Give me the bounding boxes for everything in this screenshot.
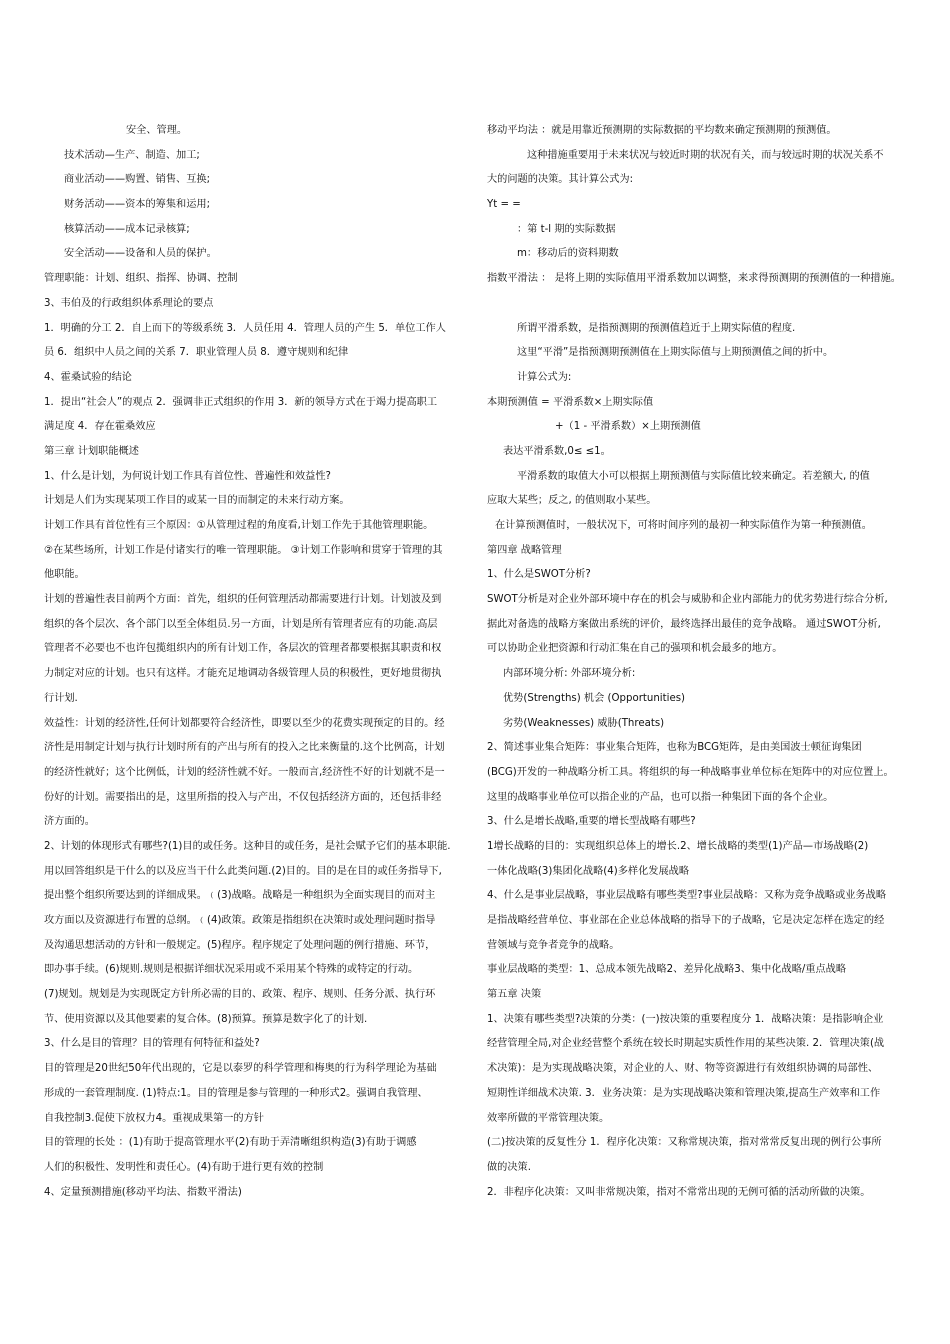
text-line: 管理者不必要也不也许包揽组织内的所有计划工作，各层次的管理者都要根据其职责和权 bbox=[44, 643, 442, 655]
text-line: 目的管理的长处 ：(1)有助于提高管理水平(2)有助于弄清晰组织构造(3)有助于调感 bbox=[44, 1137, 417, 1149]
text-line: 内部环境分析: 外部环境分析: bbox=[503, 668, 636, 680]
text-line: 计划的普遍性表目前两个方面：首先，组织的任何管理活动都需要进行计划。计划波及到 bbox=[44, 594, 442, 606]
text-line: 可以协助企业把资源和行动汇集在自己的强项和机会最多的地方。 bbox=[487, 643, 783, 655]
text-line: 1增长战略的目的：实现组织总体上的增长.2、增长战略的类型(1)产品—市场战略(2) bbox=[487, 840, 869, 852]
text-line: 4、霍桑试验的结论 bbox=[44, 371, 132, 383]
text-line: 1．提出“社会人”的观点 2．强调非正式组织的作用 3．新的领导方式在于竭力提高职工 bbox=[44, 396, 438, 408]
right-column bbox=[487, 119, 912, 1205]
text-line: 第三章 计划职能概述 bbox=[44, 445, 139, 457]
text-line: 计算公式为: bbox=[517, 371, 572, 383]
text-line: 效率所做的平常管理决策。 bbox=[487, 1112, 610, 1124]
text-line: 劣势(Weaknesses) 威胁(Threats) bbox=[503, 717, 665, 729]
text-line: 这种措施重要用于未来状况与较近时期的状况有关，而与较远时期的状况关系不 bbox=[527, 149, 884, 161]
text-line: 3、韦伯及的行政组织体系理论的要点 bbox=[44, 297, 214, 309]
text-line: 第四章 战略管理 bbox=[487, 544, 562, 556]
text-line: 移动平均法 ：就是用靠近预测期的实际数据的平均数来确定预测期的预测值。 bbox=[487, 125, 837, 136]
text-line: 经营管理全局,对企业经营整个系统在较长时期起实质性作用的某些决策. 2．管理决策(战 bbox=[487, 1038, 885, 1050]
text-line: 1．明确的分工 2．自上而下的等级系统 3．人员任用 4．管理人员的产生 5．单位工作人 bbox=[44, 322, 446, 334]
text-line: +（1 - 平滑系数）×上期预测值 bbox=[555, 421, 701, 433]
text-line: 组织的各个层次、各个部门以至全体组员.另一方面，计划是所有管理者应有的功能.高层 bbox=[44, 618, 438, 630]
text-line: m：移动后的资料期数 bbox=[517, 248, 619, 260]
blank-line bbox=[487, 292, 912, 317]
text-line: 计划工作具有首位性有三个原因：①从管理过程的角度看,计划工作先于其他管理职能。 bbox=[44, 520, 434, 531]
text-line: 2、简述事业集合矩阵：事业集合矩阵，也称为BCG矩阵，是由美国波士顿征询集团 bbox=[487, 742, 862, 754]
text-line: 济方面的。 bbox=[44, 816, 95, 828]
text-line: SWOT分析是对企业外部环境中存在的机会与威胁和企业内部能力的优劣势进行综合分析, bbox=[487, 594, 888, 606]
text-line: 人们的积极性、发明性和责任心。(4)有助于进行更有效的控制 bbox=[44, 1161, 324, 1173]
text-line: 即办事手续。(6)规则.规则是根据详细状况采用或不采用某个特殊的或特定的行动。 bbox=[44, 964, 419, 976]
text-line: 1、什么是SWOT分析? bbox=[487, 569, 591, 581]
text-line: 商业活动——购置、销售、互换; bbox=[64, 174, 211, 186]
text-line: 及沟通思想活动的方针和一般规定。(5)程序。程序规定了处理问题的例行措施、环节， bbox=[44, 939, 436, 951]
text-line: 是指战略经营单位、事业部在企业总体战略的指导下的子战略，它是决定怎样在选定的经 bbox=[487, 915, 885, 926]
text-line: (二)按决策的反复性分 1．程序化决策：又称常规决策，指对常常反复出现的例行公事所 bbox=[487, 1137, 882, 1149]
text-line: 据此对备选的战略方案做出系统的评价，最终选择出最佳的竞争战略。 通过SWOT分析, bbox=[487, 618, 881, 630]
text-line: 指数平滑法 ： 是将上期的实际值用平滑系数加以调整，来求得预测期的预测值的一种措施。 bbox=[487, 273, 901, 285]
text-line: 目的管理是20世纪50年代出现的，它是以泰罗的科学管理和梅奥的行为科学理论为基础 bbox=[44, 1063, 437, 1075]
text-line: 的经济性就好；这个比例低，计划的经济性就不好。一般而言,经济性不好的计划就不是一 bbox=[44, 766, 445, 778]
text-line: 这里“平滑”是指预测期预测值在上期实际值与上期预测值之间的折中。 bbox=[517, 347, 834, 359]
text-line: 安全活动——设备和人员的保护。 bbox=[64, 248, 217, 260]
left-column bbox=[44, 119, 460, 1205]
text-line: 事业层战略的类型：1、总成本领先战略2、差异化战略3、集中化战略/重点战略 bbox=[487, 964, 847, 976]
text-line: 所谓平滑系数，是指预测期的预测值趋近于上期实际值的程度. bbox=[517, 322, 796, 334]
text-line: 表达平滑系数,0≤ ≤1。 bbox=[503, 445, 611, 457]
text-line: 应取大某些；反之, 的值则取小某些。 bbox=[487, 495, 657, 507]
text-line: 本期预测值 = 平滑系数×上期实际值 bbox=[487, 396, 654, 408]
text-line: 自我控制3.促使下放权力4。重视成果第一的方针 bbox=[44, 1112, 264, 1124]
text-line: 术决策)：是为实现战略决策，对企业的人、财、物等资源进行有效组织协调的局部性、 bbox=[487, 1063, 879, 1075]
text-line: 管理职能：计划、组织、指挥、协调、控制 bbox=[44, 273, 238, 285]
text-line: ：第 t-l 期的实际数据 bbox=[517, 223, 616, 235]
text-line: ②在某些场所，计划工作是付诸实行的唯一管理职能。 ③计划工作影响和贯穿于管理的其 bbox=[44, 544, 443, 556]
text-line: 行计划. bbox=[44, 692, 78, 704]
text-line: 用以回答组织是干什么的以及应当干什么此类问题.(2)目的。目的是在目的或任务指导下, bbox=[44, 865, 442, 877]
text-line: 一体化战略(3)集团化战略(4)多样化发展战略 bbox=[487, 865, 690, 877]
text-line: 在计算预测值时，一般状况下，可将时间序列的最初一种实际值作为第一种预测值。 bbox=[495, 520, 872, 531]
text-line: 财务活动——资本的筹集和运用; bbox=[64, 199, 211, 211]
text-line: 员 6．组织中人员之间的关系 7．职业管理人员 8．遵守规则和纪律 bbox=[44, 347, 349, 359]
text-line: 份好的计划。需要指出的是，这里所指的投入与产出，不仅包括经济方面的，还包括非经 bbox=[44, 791, 442, 803]
text-line: 他职能。 bbox=[44, 569, 85, 581]
text-line: 节、使用资源以及其他要素的复合体。(8)预算。预算是数字化了的计划. bbox=[44, 1013, 368, 1025]
text-line: 这里的战略事业单位可以指企业的产品，也可以指一种集团下面的各个企业。 bbox=[487, 791, 834, 803]
text-line: 平滑系数的取值大小可以根据上期预测值与实际值比较来确定。若差额大, 的值 bbox=[517, 470, 870, 482]
text-line: 安全、管理。 bbox=[126, 125, 188, 136]
text-line: 2．非程序化决策：又叫非常规决策，指对不常常出现的无例可循的活动所做的决策。 bbox=[487, 1186, 871, 1198]
text-line: 3、什么是增长战略,重要的增长型战略有哪些? bbox=[487, 816, 696, 828]
text-line: 核算活动——成本记录核算; bbox=[64, 223, 190, 235]
text-line: 营领域与竞争者竞争的战略。 bbox=[487, 939, 620, 951]
text-line: 提出整个组织所要达到的详细成果。﹙(3)战略。战略是一种组织为全面实现目的而对主 bbox=[44, 890, 436, 902]
text-line: 1、决策有哪些类型?决策的分类：(一)按决策的重要程度分 1．战略决策：是指影响企业 bbox=[487, 1013, 884, 1025]
text-line: (BCG)开发的一种战略分析工具。将组织的每一种战略事业单位标在矩阵中的对应位置上。 bbox=[487, 766, 894, 778]
text-line: 攻方面以及资源进行布置的总纲。﹙(4)政策。政策是指组织在决策时或处理问题时指导 bbox=[44, 915, 436, 926]
text-line: 技术活动—生产、制造、加工; bbox=[64, 149, 200, 161]
text-line: 形成的一套管理制度. (1)特点:1。目的管理是参与管理的一种形式2。强调自我管理、 bbox=[44, 1087, 428, 1099]
text-line: 优势(Strengths) 机会 (Opportunities) bbox=[503, 692, 686, 704]
text-line: 计划是人们为实现某项工作目的或某一目的而制定的未来行动方案。 bbox=[44, 495, 350, 507]
text-line: 效益性：计划的经济性,任何计划都要符合经济性，即要以至少的花费实现预定的目的。经 bbox=[44, 717, 445, 729]
text-line: 做的决策. bbox=[487, 1161, 531, 1173]
text-line: 大的问题的决策。其计算公式为: bbox=[487, 174, 634, 186]
text-line: 短期性详细战术决策. 3．业务决策：是为实现战略决策和管理决策,提高生产效率和工作 bbox=[487, 1087, 881, 1099]
text-line: 4、定量预测措施(移动平均法、指数平滑法) bbox=[44, 1186, 242, 1198]
text-line: 4、什么是事业层战略，事业层战略有哪些类型?事业层战略：又称为竞争战略或业务战略 bbox=[487, 890, 887, 902]
text-line: 满足度 4．存在霍桑效应 bbox=[44, 421, 156, 433]
text-line: 第五章 决策 bbox=[487, 989, 542, 1001]
text-line: 2、计划的体现形式有哪些?(1)目的或任务。这种目的或任务，是社会赋予它们的基本职能. bbox=[44, 840, 451, 852]
text-line: 3、什么是目的管理？目的管理有何特征和益处? bbox=[44, 1038, 260, 1050]
text-line: 济性是用制定计划与执行计划时所有的产出与所有的投入之比来衡量的.这个比例高，计划 bbox=[44, 742, 445, 754]
text-line: Yt = = bbox=[487, 199, 521, 211]
text-line: 1、什么是计划，为何说计划工作具有首位性、普遍性和效益性? bbox=[44, 470, 331, 482]
text-line: 力制定对应的计划。也只有这样。才能充足地调动各级管理人员的积极性，更好地贯彻执 bbox=[44, 668, 442, 680]
text-line: (7)规划。规划是为实现既定方针所必需的目的、政策、程序、规则、任务分派、执行环 bbox=[44, 989, 436, 1001]
